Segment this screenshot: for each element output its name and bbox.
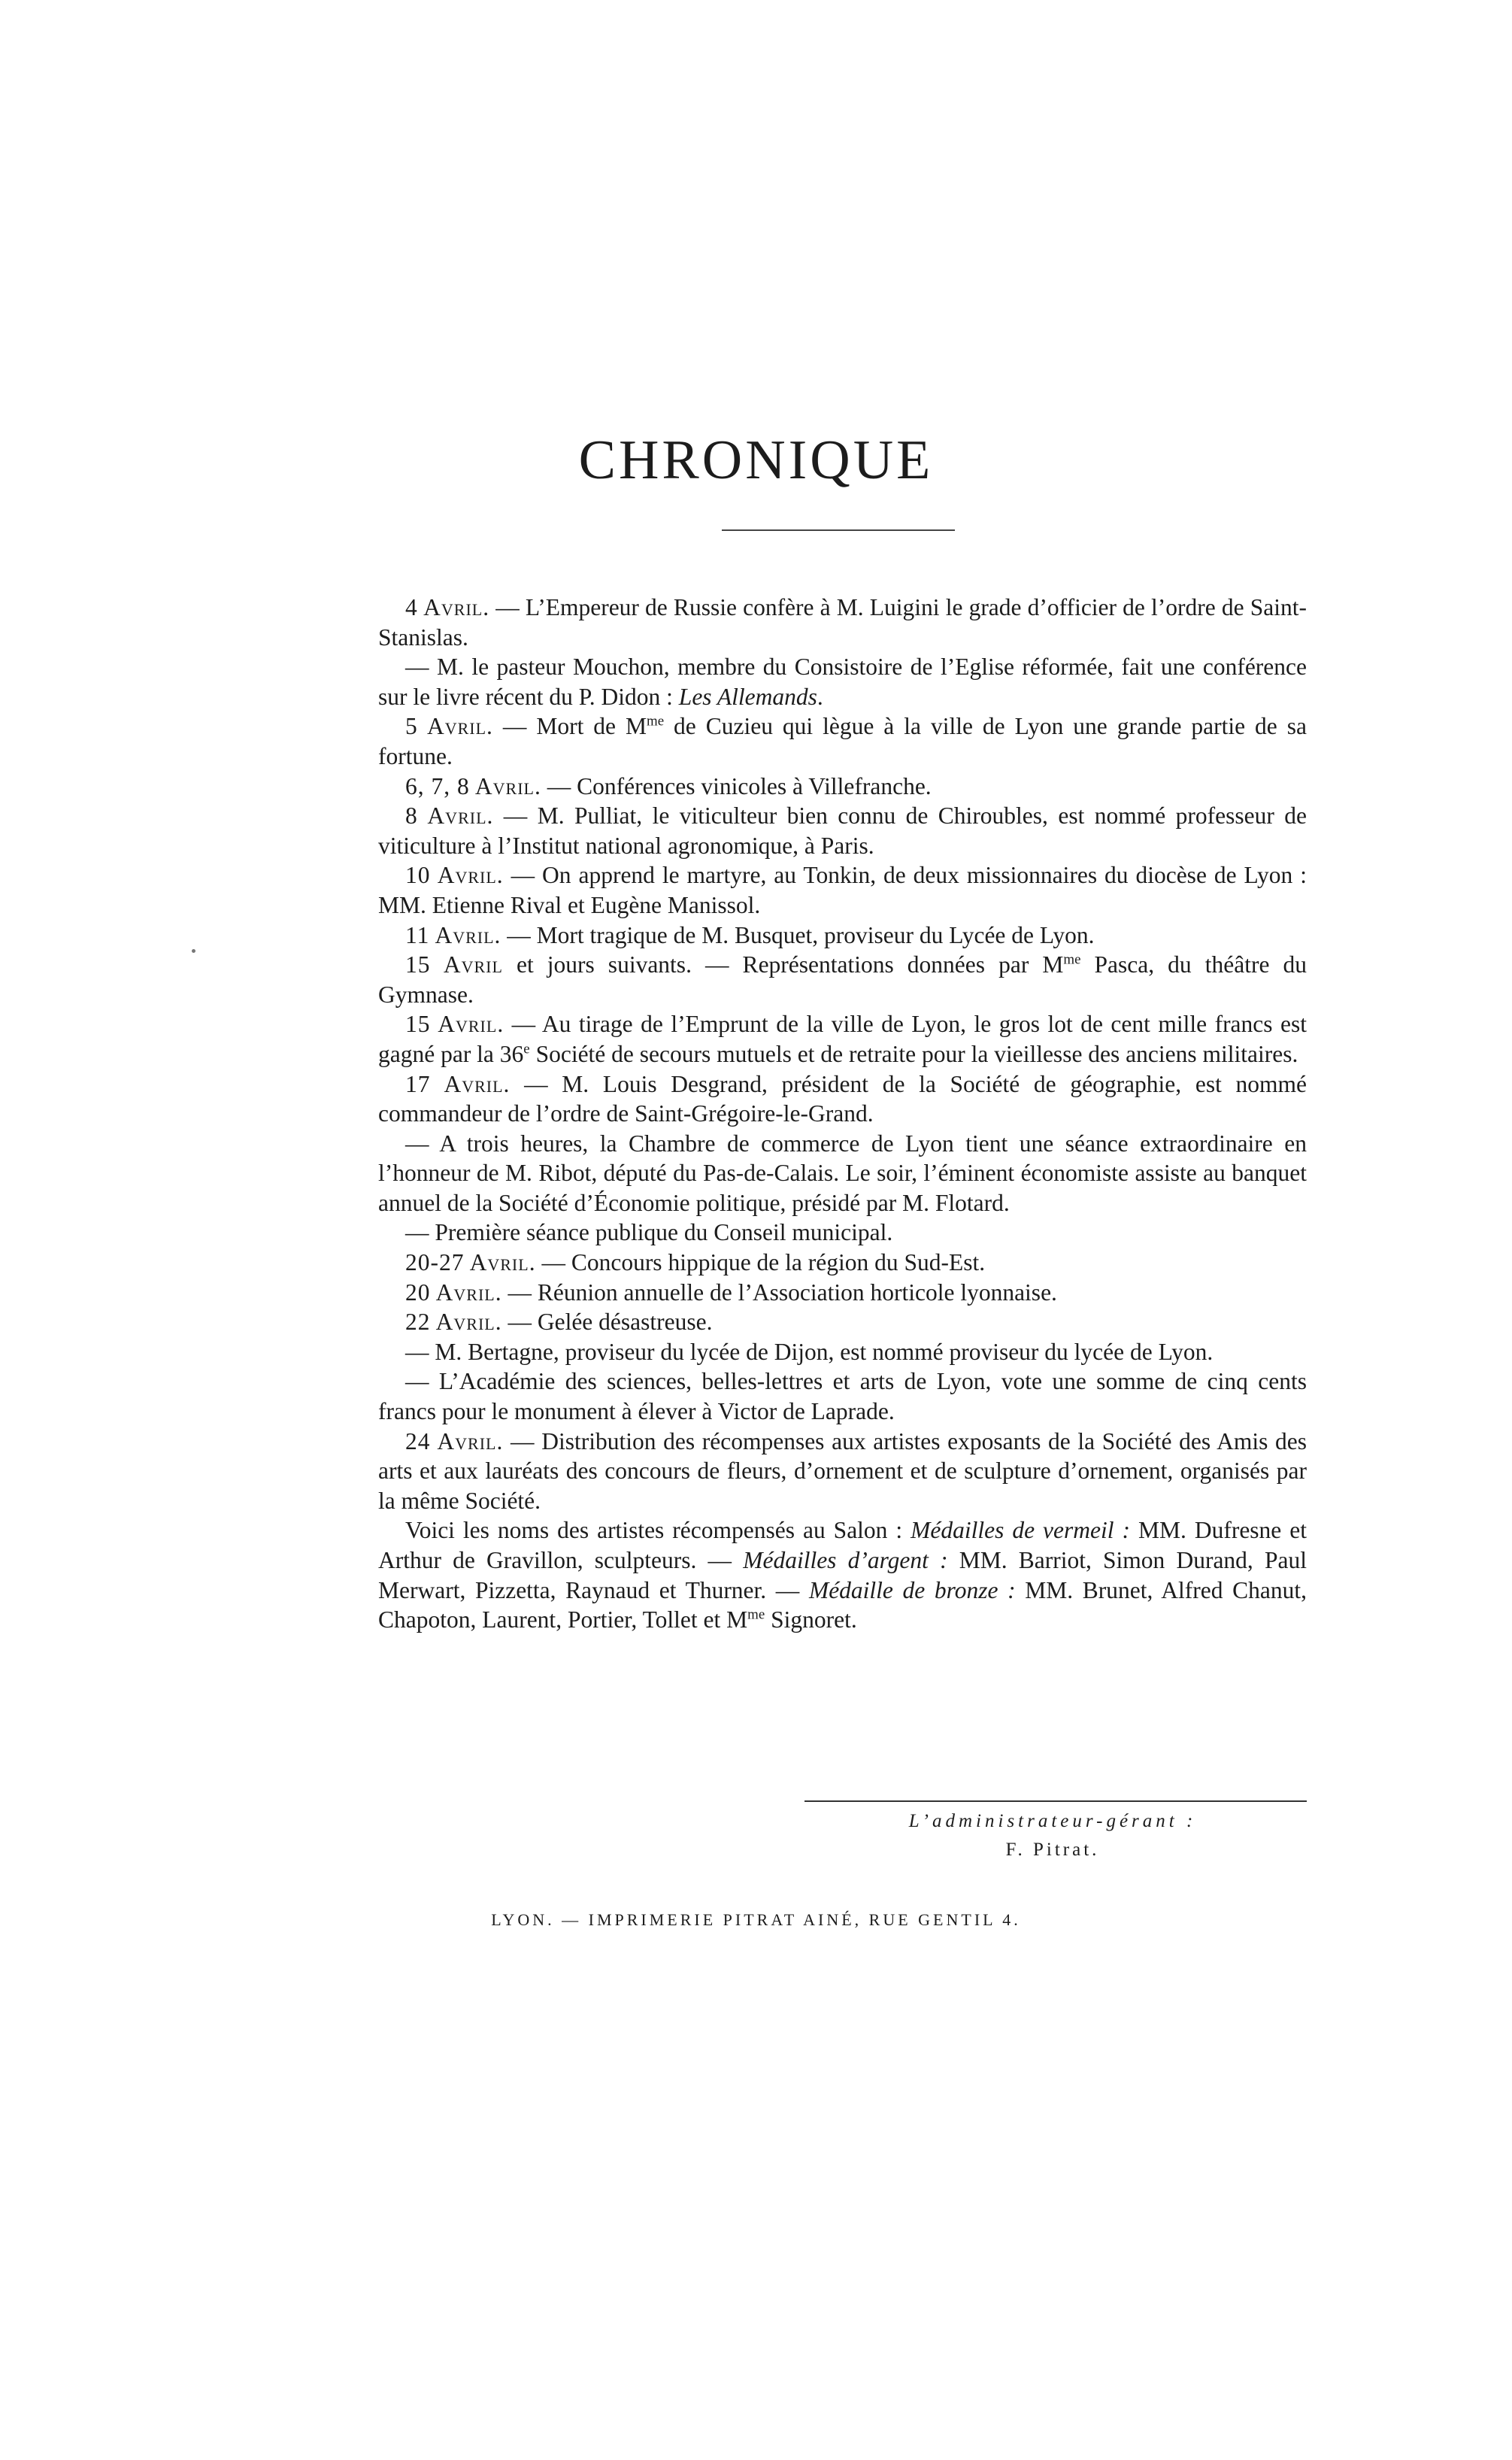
entry-date: 5 Avril.	[405, 713, 493, 740]
award-recipients-vermeil: MM. Dufresne et Arthur de Gravillon, sculpteurs. —	[378, 1517, 1307, 1573]
superscript: me	[1063, 951, 1081, 968]
entry-date: 6, 7, 8 Avril.	[405, 772, 541, 799]
chronicle-entry	[378, 921, 1307, 951]
entry-text: — L’Empereur de Russie confère à M. Luigini le grade d’officier de l’ordre de Saint-Stanislas.	[378, 594, 1307, 651]
page-title: CHRONIQUE	[578, 429, 934, 491]
entry-text-end: .	[817, 683, 823, 710]
chronicle-entry	[378, 1307, 1307, 1337]
chronicle-entry	[378, 1009, 1307, 1069]
chronicle-entry	[378, 860, 1307, 920]
entry-date: 22 Avril.	[405, 1309, 502, 1336]
entry-text: — M. Bertagne, proviseur du lycée de Dijon, est nommé proviseur du lycée de Lyon.	[405, 1338, 1214, 1365]
entry-text: — L’Académie des sciences, belles-lettres et arts de Lyon, vote une somme de cinq cents francs pour le monument à élever à Victor de Laprade.	[378, 1368, 1307, 1425]
title-divider	[722, 529, 955, 531]
awards-intro: Voici les noms des artistes récompensés au Salon :	[405, 1517, 911, 1544]
chronicle-entry	[378, 1248, 1307, 1278]
awards-paragraph	[378, 1515, 1307, 1634]
entry-text: — Réunion annuelle de l’Association horticole lyonnaise.	[501, 1279, 1057, 1306]
entry-date: 4 Avril.	[405, 594, 490, 620]
award-category-argent: Médailles d’argent :	[743, 1547, 948, 1573]
award-recipients-argent: MM. Barriot, Simon Durand, Paul Merwart, Pizzetta, Raynaud et Thurner. —	[378, 1547, 1307, 1603]
superscript: e	[523, 1041, 530, 1057]
entry-text: — Gelée désastreuse.	[501, 1309, 713, 1336]
entry-text: et jours suivants. — Représentations données par M	[502, 951, 1064, 978]
entry-text: — M. Louis Desgrand, président de la Société de géographie, est nommé commandeur de l’ordre de Saint-Grégoire-le-Grand.	[378, 1070, 1307, 1127]
superscript: me	[747, 1606, 765, 1623]
entry-text-end: Pasca, du théâtre du Gymnase.	[378, 951, 1307, 1008]
chronicle-entry	[378, 1129, 1307, 1218]
entry-text: — Mort tragique de M. Busquet, proviseur du Lycée de Lyon.	[501, 921, 1095, 948]
book-title: Les Allemands	[678, 683, 817, 710]
signature-role: L’administrateur-gérant :	[908, 1811, 1197, 1831]
printer-imprint: LYON. — IMPRIMERIE PITRAT AINÉ, RUE GENTIL 4.	[491, 1910, 1021, 1929]
entry-date: 20 Avril.	[405, 1279, 502, 1306]
chronicle-entry	[378, 1337, 1307, 1367]
chronicle-entry	[378, 593, 1307, 652]
chronicle-entry	[378, 1366, 1307, 1426]
entry-date: 8 Avril.	[405, 802, 494, 830]
entry-text: — A trois heures, la Chambre de commerce de Lyon tient une séance extraordinaire en l’honneur de M. Ribot, député du Pas-de-Calais. Le soir, l’éminent économiste assiste au banquet annuel de la Société d’Économie politique, présidé par M. Flotard.	[378, 1130, 1307, 1216]
entry-date: 20-27 Avril.	[405, 1249, 536, 1276]
entry-date: 15 Avril.	[405, 1011, 505, 1038]
superscript: me	[647, 714, 665, 730]
entry-date: 11 Avril.	[405, 921, 501, 948]
award-category-vermeil: Médailles de vermeil :	[911, 1517, 1130, 1544]
entry-date: 17 Avril.	[405, 1070, 511, 1097]
entry-text: — M. le pasteur Mouchon, membre du Consistoire de l’Eglise réformée, fait une conférence sur le livre récent du P. Didon :	[378, 654, 1307, 710]
entry-date: 10 Avril.	[405, 862, 504, 889]
chronicle-entry	[378, 772, 1307, 802]
award-recipients-end: Signoret.	[765, 1606, 857, 1633]
chronicle-entry	[378, 1069, 1307, 1129]
entry-text-end: Société de secours mutuels et de retraite pour la vieillesse des anciens militaires.	[529, 1040, 1298, 1067]
signature-divider	[804, 1800, 1307, 1802]
entry-text: — Conférences vinicoles à Villefranche.	[541, 772, 932, 799]
chronicle-entry	[378, 950, 1307, 1009]
entry-text: — M. Pulliat, le viticulteur bien connu de Chiroubles, est nommé professeur de viticulture à l’Institut national agronomique, à Paris.	[378, 802, 1307, 859]
signature-name: F. Pitrat.	[1005, 1840, 1100, 1860]
chronicle-entry	[378, 711, 1307, 771]
chronicle-entry	[378, 1427, 1307, 1516]
chronicle-body	[378, 593, 1307, 1635]
chronicle-entry	[378, 1278, 1307, 1308]
award-category-bronze: Médaille de bronze :	[808, 1576, 1016, 1603]
chronicle-entry	[378, 1218, 1307, 1248]
entry-date: 24 Avril.	[405, 1427, 504, 1454]
entry-text: — On apprend le martyre, au Tonkin, de deux missionnaires du diocèse de Lyon : MM. Etienne Rival et Eugène Manissol.	[378, 862, 1307, 918]
entry-text: — Mort de M	[492, 713, 647, 740]
chronicle-entry	[378, 801, 1307, 860]
entry-text-end: de Cuzieu qui lègue à la ville de Lyon une grande partie de sa fortune.	[378, 713, 1307, 769]
entry-text: — Concours hippique de la région du Sud-Est.	[535, 1249, 986, 1276]
entry-text: — Distribution des récompenses aux artistes exposants de la Société des Amis des arts et aux lauréats des concours de fleurs, d’ornement et de sculpture d’ornement, organisés par la même Société.	[378, 1427, 1307, 1514]
print-speck	[192, 949, 195, 953]
chronicle-entry	[378, 652, 1307, 711]
entry-text: — Première séance publique du Conseil municipal.	[405, 1219, 893, 1246]
entry-text: — Au tirage de l’Emprunt de la ville de Lyon, le gros lot de cent mille francs est gagné par la 36	[378, 1011, 1307, 1067]
award-recipients-bronze: MM. Brunet, Alfred Chanut, Chapoton, Laurent, Portier, Tollet et M	[378, 1576, 1307, 1633]
entry-date: 15 Avril	[405, 951, 503, 978]
